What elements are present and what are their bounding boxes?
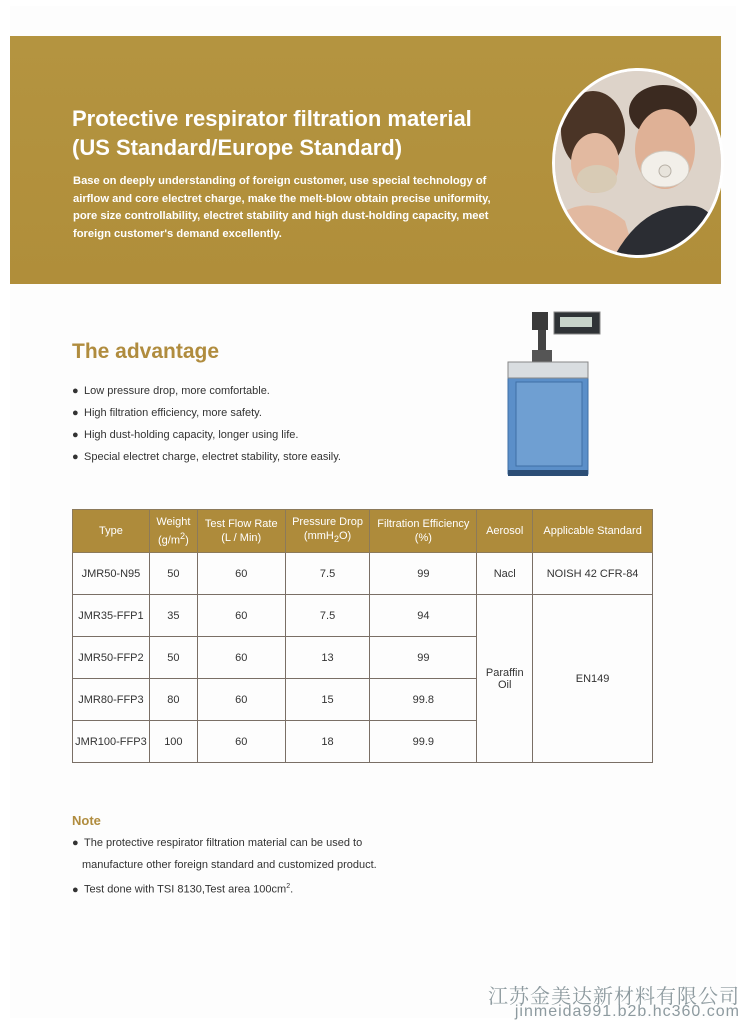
flow-rate-column-header: Test Flow Rate (L / Min) — [197, 510, 285, 553]
intro-text: Base on deeply understanding of foreign customer, use special technology of airflow and core electret charge, make the melt-blow obtain precise uniformity, pore size controllability, electret stability and high dust-holding capacity, meet foreign customer's demand excellently. — [73, 175, 491, 240]
advantage-list — [72, 380, 341, 468]
list-item: ● The protective respirator filtration material can be used to — [72, 837, 363, 849]
flow-cell: 60 — [197, 679, 285, 721]
efficiency-column-header: Filtration Efficiency (%) — [370, 510, 477, 553]
advantage-heading: The advantage — [72, 340, 220, 363]
table-header-row — [73, 510, 653, 553]
pressure-cell: 7.5 — [285, 595, 370, 637]
title-line-1: Protective respirator filtration material — [72, 106, 472, 131]
type-cell: JMR50-FFP2 — [73, 637, 150, 679]
pressure-cell: 7.5 — [285, 553, 370, 595]
list-item: ● High dust-holding capacity, longer using life. — [72, 429, 299, 441]
note-list — [72, 832, 377, 901]
type-column-header: Type — [73, 510, 150, 553]
efficiency-cell: 99.8 — [370, 679, 477, 721]
title-line-2: (US Standard/Europe Standard) — [72, 135, 403, 160]
list-item: ● Test done with TSI 8130,Test area $100cm^2$. — [72, 883, 294, 896]
watermark-url: jinmeida991.b2b.hc360.com — [514, 1003, 740, 1020]
flow-cell: 60 — [197, 595, 285, 637]
pressure-cell: 15 — [285, 679, 370, 721]
weight-cell: 100 — [149, 721, 197, 763]
filter-tester-machine — [502, 310, 612, 480]
standard-cell: NOISH 42 CFR-84 — [533, 553, 653, 595]
aerosol-column-header: Aerosol — [477, 510, 533, 553]
watermark-company: 江苏金美达新材料有限公司 — [488, 986, 740, 1008]
specification-table — [72, 509, 653, 763]
table-row — [73, 595, 653, 637]
aerosol-cell: Nacl — [477, 553, 533, 595]
type-cell: JMR100-FFP3 — [73, 721, 150, 763]
type-cell: JMR50-N95 — [73, 553, 150, 595]
flow-cell: 60 — [197, 637, 285, 679]
page-title — [72, 104, 532, 162]
weight-cell: 50 — [149, 553, 197, 595]
people-wearing-respirators-photo — [552, 68, 724, 258]
efficiency-cell: 99 — [370, 553, 477, 595]
type-cell: JMR35-FFP1 — [73, 595, 150, 637]
list-item: manufacture other foreign standard and customized product. — [82, 859, 377, 871]
flow-cell: 60 — [197, 721, 285, 763]
pressure-cell: 18 — [285, 721, 370, 763]
efficiency-cell: 99.9 — [370, 721, 477, 763]
list-item: ● Special electret charge, electret stability, store easily. — [72, 451, 341, 463]
weight-cell: 80 — [149, 679, 197, 721]
standard-cell: EN149 — [533, 595, 653, 763]
list-item: ● Low pressure drop, more comfortable. — [72, 385, 270, 397]
efficiency-cell: 99 — [370, 637, 477, 679]
type-cell: JMR80-FFP3 — [73, 679, 150, 721]
standard-column-header: Applicable Standard — [533, 510, 653, 553]
weight-cell: 50 — [149, 637, 197, 679]
flow-cell: 60 — [197, 553, 285, 595]
weight-cell: 35 — [149, 595, 197, 637]
aerosol-cell: Paraffin Oil — [477, 595, 533, 763]
efficiency-cell: 94 — [370, 595, 477, 637]
table-row — [73, 553, 653, 595]
pressure-drop-column-header: Pressure Drop (mmH$_2$O) — [285, 510, 370, 553]
list-item: ● High filtration efficiency, more safety. — [72, 407, 262, 419]
weight-column-header: Weight $(g/m^2)$ — [149, 510, 197, 553]
note-heading: Note — [72, 813, 101, 828]
pressure-cell: 13 — [285, 637, 370, 679]
